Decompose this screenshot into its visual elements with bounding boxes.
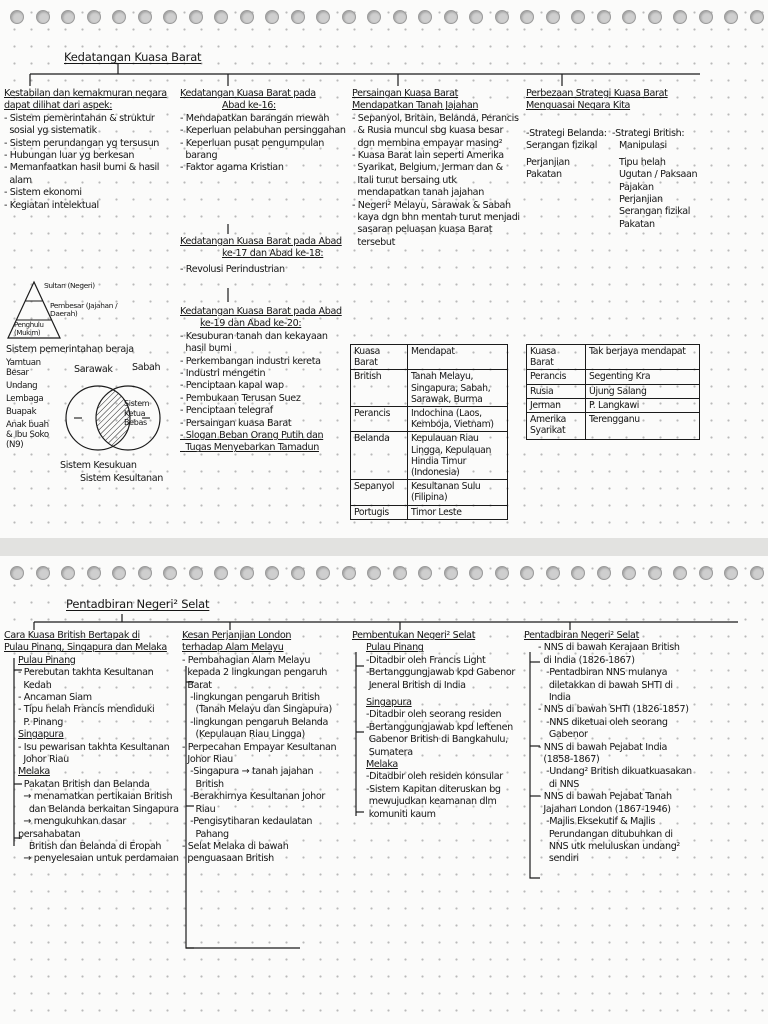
strategi-belanda <box>526 128 618 182</box>
binder-hole <box>648 10 662 24</box>
binder-hole <box>138 10 152 24</box>
binder-hole <box>240 10 254 24</box>
table-row <box>351 370 508 407</box>
binder-hole <box>342 10 356 24</box>
binder-hole <box>418 10 432 24</box>
binder-hole <box>163 566 177 580</box>
list-item: diletakkan di bawah SHTI di <box>538 679 673 691</box>
binder-hole <box>750 10 764 24</box>
binder-hole <box>495 10 509 24</box>
venn-label-sabah: Sabah <box>132 362 161 373</box>
table-cell: Portugis <box>351 505 408 519</box>
subheading: Pulau Pinang <box>18 654 76 666</box>
binder-hole <box>673 566 687 580</box>
page-title: Kedatangan Kuasa Barat <box>64 50 202 64</box>
list-item: mewujudkan keamanan dlm <box>366 796 497 808</box>
binder-hole <box>291 10 305 24</box>
column-heading: Menguasai Negara Kita <box>526 100 631 112</box>
list-item: - Keperluan pusat pengumpulan <box>180 137 325 149</box>
table-header: Tak berjaya mendapat <box>586 345 700 370</box>
binder-hole <box>418 566 432 580</box>
column-kedatangan-17-18 <box>180 236 348 276</box>
binder-hole <box>724 566 738 580</box>
binder-hole <box>393 566 407 580</box>
table-cell: Perancis <box>351 407 408 432</box>
list-item: -Ditadbir oleh seorang residen <box>366 709 502 721</box>
column-heading: Pembentukan Negeri² Selat <box>352 630 476 641</box>
venn-center-text: Sistem <box>124 399 150 408</box>
list-item: - Pakatan British dan Belanda <box>18 778 150 790</box>
list-item: - Sistem pemerintahan & struktur <box>4 112 155 124</box>
list-item: - Tipu helah Francis mendiduki <box>18 704 155 716</box>
list-item: Undang <box>6 381 38 391</box>
table-cell: Kesultanan Sulu (Filipina) <box>408 480 508 505</box>
binder-hole <box>469 10 483 24</box>
list-item: → mengukuhkan dasar persahabatan <box>18 816 129 840</box>
column-kedatangan <box>180 88 348 175</box>
column-heading: terhadap Alam Melayu <box>182 642 284 654</box>
list-item: British dan Belanda di Eropah <box>18 840 162 852</box>
list-item: Riau <box>182 803 216 815</box>
table-header-row <box>351 345 508 370</box>
pyramid-label-sultan: Sultan (Negeri) <box>44 281 95 290</box>
binder-hole <box>10 10 24 24</box>
page-title: Pentadbiran Negeri² Selat <box>66 597 210 611</box>
list-item: - NNS di bawah Pejabat India <box>538 741 668 753</box>
column-kesan-perjanjian <box>182 630 352 866</box>
list-item: - Pembahagian Alam Melayu <box>182 654 311 666</box>
column-heading: Pentadbiran Negeri² Selat <box>524 630 639 641</box>
binder-hole <box>163 10 177 24</box>
binder-hole <box>316 566 330 580</box>
table-header: Kuasa Barat <box>351 345 408 370</box>
column-heading: Kedatangan Kuasa Barat pada <box>180 88 316 99</box>
list-item: Jajahan London (1867-1946) <box>538 803 671 815</box>
list-item: Serangan fizikal <box>619 206 691 218</box>
binder-holes <box>10 10 768 32</box>
list-item: sasaran peluasan kuasa Barat <box>352 224 493 236</box>
binder-hole <box>597 10 611 24</box>
binder-hole <box>546 566 560 580</box>
table-row <box>527 384 700 398</box>
list-item: Buapak <box>6 407 37 417</box>
notebook-page-2 <box>0 556 768 1024</box>
binder-hole <box>316 10 330 24</box>
binder-hole <box>444 566 458 580</box>
venn-center-label <box>124 399 149 428</box>
column-heading: ke-17 dan Abad ke-18: <box>222 248 324 260</box>
list-item: - Sepanyol, Britain, Belanda, Perancis <box>352 112 519 124</box>
list-item: alam <box>4 174 32 186</box>
list-item: kepada 2 lingkungan pengaruh <box>182 667 328 679</box>
list-item: Syarikat, Belgium, Jerman dan & <box>352 162 503 174</box>
list-item: -Ditadbir oleh residen konsular <box>366 771 503 783</box>
list-item: - Mendapatkan barangan mewah <box>180 112 330 124</box>
binder-hole <box>571 10 585 24</box>
binder-hole <box>214 10 228 24</box>
list-item: - Ancaman Siam <box>18 692 92 704</box>
strategi-british <box>612 128 722 231</box>
list-item: - Isu pewarisan takhta Kesultanan <box>18 741 170 753</box>
list-item: -lingkungan pengaruh British <box>182 692 320 704</box>
list-item: British <box>182 778 224 790</box>
binder-hole <box>495 566 509 580</box>
list-item: -Pengisytiharan kedaulatan <box>182 816 313 828</box>
column-persaingan <box>352 88 522 249</box>
binder-holes <box>10 566 768 588</box>
table-cell: Amerika Syarikat <box>527 413 586 440</box>
list-item: -Undang² British dikuatkuasakan <box>538 766 692 778</box>
binder-hole <box>673 10 687 24</box>
list-item: komuniti kaum <box>366 808 436 820</box>
list-item: tersebut <box>352 236 396 248</box>
list-item: barang <box>180 150 218 162</box>
list-item: -Sistem Kapitan diteruskan bg <box>366 783 501 795</box>
table-header: Kuasa Barat <box>527 345 586 370</box>
sistem-beraja-label: Sistem pemerintahan beraja <box>6 344 134 355</box>
list-item: penguasaan British <box>182 853 274 865</box>
list-item: Pajakan <box>619 181 654 193</box>
list-item: Manipulasi <box>619 140 667 152</box>
binder-hole <box>648 566 662 580</box>
binder-hole <box>87 566 101 580</box>
list-item: Pakatan <box>619 218 655 230</box>
column-heading: Kesan Perjanjian London <box>182 630 292 641</box>
column-kestabilan <box>4 88 174 212</box>
list-item: -Bertanggungjawab kpd leftenen <box>366 721 513 733</box>
binder-hole <box>750 566 764 580</box>
list-item: - Selat Melaka di bawah <box>182 840 289 852</box>
venn-center-text: Ketua <box>124 408 146 418</box>
list-item: (Kepulauan Riau Lingga) <box>182 729 305 741</box>
binder-hole <box>367 566 381 580</box>
list-item: Pakatan <box>526 169 562 181</box>
binder-hole <box>61 10 75 24</box>
list-item: hasil bumi <box>180 343 232 355</box>
subheading: Singapura <box>18 729 64 741</box>
binder-hole <box>61 566 75 580</box>
subheading: Melaka <box>18 766 50 778</box>
pyramid-label-pembesar: Pembesar (Jajahan / Daerah) <box>50 301 118 319</box>
list-item: P. Pinang <box>18 716 64 728</box>
table-row <box>351 505 508 519</box>
list-item: - Revolusi Perindustrian <box>180 263 285 275</box>
list-item: - Persaingan kuasa Barat <box>180 417 292 429</box>
binder-hole <box>240 566 254 580</box>
list-item: Serangan fizikal <box>526 140 598 152</box>
column-heading: Perbezaan Strategi Kuasa Barat <box>526 88 668 99</box>
list-item: NNS utk meluluskan undang² <box>538 840 680 852</box>
list-item: → penyelesaian untuk perdamaian <box>18 853 179 865</box>
list-item: (Tanah Melayu dan Singapura) <box>182 704 332 716</box>
binder-hole <box>367 10 381 24</box>
list-item: → menamatkan pertikaian British <box>18 791 173 803</box>
binder-hole <box>393 10 407 24</box>
table-cell: Segenting Kra <box>586 370 700 384</box>
list-item: Kedah <box>18 679 52 691</box>
list-item: - Faktor agama Kristian <box>180 162 284 174</box>
binder-hole <box>291 566 305 580</box>
list-item: Tipu helah <box>619 156 666 168</box>
list-item: Yamtuan Besar <box>6 358 44 378</box>
venn-diagram <box>60 378 178 460</box>
list-item: dgn membina empayar masing² <box>352 137 503 149</box>
binder-hole <box>724 10 738 24</box>
table-row <box>527 370 700 384</box>
binder-hole <box>265 10 279 24</box>
list-item: Gabenor <box>538 729 588 741</box>
list-item: Barat <box>182 679 212 691</box>
binder-hole <box>699 10 713 24</box>
list-item: & Rusia muncul sbg kuasa besar <box>352 125 504 137</box>
list-item: Itali turut bersaing utk <box>352 174 457 186</box>
column-cara-bertapak <box>4 630 184 866</box>
list-item: - Negeri² Melayu, Sarawak & Sabah <box>352 199 511 211</box>
column-kedatangan-19-20 <box>180 306 348 455</box>
column-heading: Kedatangan Kuasa Barat pada Abad <box>180 306 342 317</box>
column-heading: Abad ke-16: <box>222 100 276 112</box>
column-heading: ke-19 dan Abad ke-20: <box>200 318 302 330</box>
list-item: Jeneral British di India <box>366 679 466 691</box>
column-heading: Kestabilan dan kemakmuran negara <box>4 88 167 99</box>
list-item: - Memanfaatkan hasil bumi & hasil <box>4 162 160 174</box>
list-item: -Pentadbiran NNS mulanya <box>538 667 668 679</box>
n9-hierarchy <box>6 358 50 450</box>
table-cell: Kepulauan Riau Lingga, Kepulauan Hindia Timur (Indonesia) <box>408 432 508 480</box>
list-item: - Kuasa Barat lain seperti Amerika <box>352 150 504 162</box>
venn-label-sarawak: Sarawak <box>74 364 113 375</box>
list-item: - Penciptaan telegraf <box>180 405 273 417</box>
list-item: sosial yg sistematik <box>4 125 97 137</box>
column-pentadbiran <box>524 630 744 866</box>
list-heading: -Strategi British: <box>612 128 685 139</box>
list-item: -Ditadbir oleh Francis Light <box>366 654 486 666</box>
column-heading: Persaingan Kuasa Barat <box>352 88 459 99</box>
table-cell: Timor Leste <box>408 505 508 519</box>
list-item: -Majlis Eksekutif & Majlis <box>538 816 656 828</box>
binder-hole <box>520 566 534 580</box>
list-item: Perundangan ditubuhkan di <box>538 828 673 840</box>
binder-hole <box>36 10 50 24</box>
binder-hole <box>622 566 636 580</box>
list-item: India <box>538 692 571 704</box>
table-cell: Perancis <box>527 370 586 384</box>
table-row <box>351 407 508 432</box>
list-item: - Slogan Beban Orang Putih dan <box>180 430 324 442</box>
list-item: - Penciptaan kapal wap <box>180 380 284 392</box>
table-cell: Indochina (Laos, Kemboja, Vietnam) <box>408 407 508 432</box>
table-cell: Tanah Melayu, Singapura, Sabah, Sarawak, Burma <box>408 370 508 407</box>
list-item: Sumatera <box>366 746 413 758</box>
list-item: - NNS di bawah Pejabat Tanah <box>538 791 672 803</box>
binder-hole <box>444 10 458 24</box>
binder-hole <box>138 566 152 580</box>
list-item: - Hubungan luar yg berkesan <box>4 150 135 162</box>
list-item: -NNS diketuai oleh seorang <box>538 716 668 728</box>
binder-hole <box>112 10 126 24</box>
list-item: dan Belanda berkaitan Singapura <box>18 803 179 815</box>
table-cell: Sepanyol <box>351 480 408 505</box>
binder-hole <box>189 10 203 24</box>
list-item: (N9) <box>6 440 24 450</box>
list-item: - Perpecahan Empayar Kesultanan <box>182 741 337 753</box>
table-cell: Rusia <box>527 384 586 398</box>
table-kuasa-barat-mendapat <box>350 344 508 520</box>
binder-hole <box>36 566 50 580</box>
table-cell: P. Langkawi <box>586 398 700 412</box>
list-item: - Perebutan takhta Kesultanan <box>18 667 154 679</box>
list-item: Tugas Menyebarkan Tamadun <box>180 442 319 454</box>
list-item: -Singapura → tanah jajahan <box>182 766 314 778</box>
table-cell: British <box>351 370 408 407</box>
list-item: mendapatkan tanah jajahan <box>352 187 484 199</box>
list-item: di NNS <box>538 778 579 790</box>
list-item: kaya dgn bhn mentah turut menjadi <box>352 212 520 224</box>
pyramid-label-penghulu: Penghulu (Mukim) <box>14 321 44 337</box>
table-header-row <box>527 345 700 370</box>
table-cell: Terengganu <box>586 413 700 440</box>
binder-hole <box>622 10 636 24</box>
list-item: -Berakhirnya Kesultanan Johor <box>182 791 325 803</box>
list-item: Lembaga <box>6 394 44 404</box>
binder-hole <box>469 566 483 580</box>
binder-hole <box>214 566 228 580</box>
column-heading: dapat dilihat dari aspek: <box>4 100 113 112</box>
binder-hole <box>265 566 279 580</box>
table-header: Mendapat <box>408 345 508 370</box>
subheading: Singapura <box>366 697 412 709</box>
binder-hole <box>546 10 560 24</box>
binder-hole <box>597 566 611 580</box>
column-heading: Kedatangan Kuasa Barat pada Abad <box>180 236 342 247</box>
table-row <box>351 480 508 505</box>
list-item: (1858-1867) <box>538 754 600 766</box>
column-heading: Pulau Pinang, Singapura dan Melaka <box>4 642 167 654</box>
list-item: - NNS di bawah SHTI (1826-1857) <box>538 704 689 716</box>
subheading: Melaka <box>366 759 398 771</box>
binder-hole <box>571 566 585 580</box>
list-item: di India (1826-1867) <box>538 654 635 666</box>
binder-hole <box>342 566 356 580</box>
list-item: sendiri <box>538 853 579 865</box>
column-heading: Mendapatkan Tanah Jajahan <box>352 100 479 112</box>
list-item: Johor Riau <box>18 754 69 766</box>
list-item: -Bertanggungjawab kpd Gabenor <box>366 667 515 679</box>
subheading: Pulau Pinang <box>366 642 424 654</box>
table-cell: Ujung Salang <box>586 384 700 398</box>
list-heading: -Strategi Belanda: <box>526 128 607 139</box>
list-item: - Sistem perundangan yg tersusun <box>4 137 160 149</box>
list-item: Perjanjian <box>526 156 570 168</box>
binder-hole <box>189 566 203 580</box>
table-cell: Jerman <box>527 398 586 412</box>
list-item: - Kesuburan tanah dan kekayaan <box>180 330 328 342</box>
column-pembentukan <box>352 630 526 821</box>
binder-hole <box>699 566 713 580</box>
table-cell: Belanda <box>351 432 408 480</box>
list-item: - Kegiatan intelektual <box>4 199 99 211</box>
column-heading: Cara Kuasa British Bertapak di <box>4 630 140 641</box>
list-item: Perjanjian <box>619 194 663 206</box>
list-item: Johor Riau <box>182 754 233 766</box>
list-item: - Keperluan pelabuhan persinggahan <box>180 125 346 137</box>
binder-hole <box>10 566 24 580</box>
list-item: Pahang <box>182 828 229 840</box>
table-row <box>527 398 700 412</box>
column-perbezaan-strategi <box>526 88 726 113</box>
list-item: Gabenor British di Bangkahulu, <box>366 734 508 746</box>
binder-hole <box>520 10 534 24</box>
list-item: - NNS di bawah Kerajaan British <box>538 642 680 654</box>
list-item: - Sistem ekonomi <box>4 187 82 199</box>
table-tak-berjaya <box>526 344 700 440</box>
list-item: Anak buah & Ibu Soko <box>6 420 52 440</box>
venn-center-text: Bebas <box>124 418 147 428</box>
list-item: - Pembukaan Terusan Suez <box>180 392 301 404</box>
venn-caption-kesukuan: Sistem Kesukuan <box>60 460 137 471</box>
table-row <box>351 432 508 480</box>
table-row <box>527 413 700 440</box>
list-item: - Industri mengetin <box>180 368 266 380</box>
binder-hole <box>112 566 126 580</box>
venn-caption-kesultanan: Sistem Kesultanan <box>80 473 164 484</box>
list-item: -lingkungan pengaruh Belanda <box>182 716 329 728</box>
list-item: - Perkembangan industri kereta <box>180 355 321 367</box>
binder-hole <box>87 10 101 24</box>
list-item: Ugutan / Paksaan <box>619 169 698 181</box>
